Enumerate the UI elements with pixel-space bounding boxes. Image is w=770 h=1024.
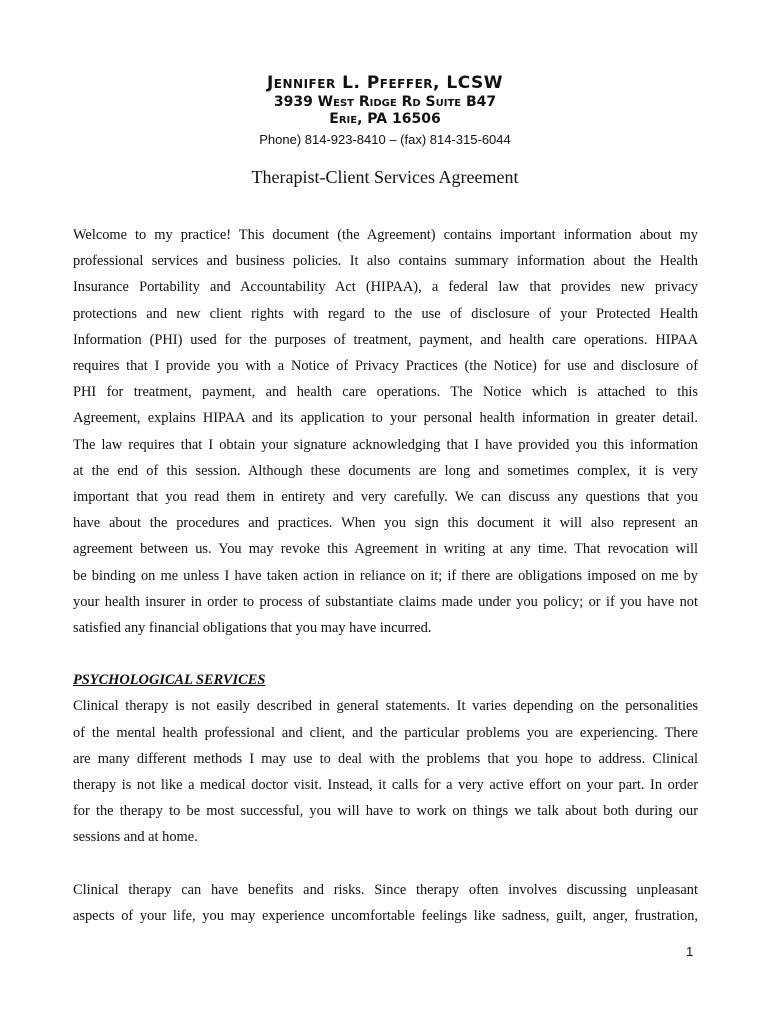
text-line: professional services and business policies. It also contains summary information about the Health [73, 253, 698, 270]
page-number: 1 [686, 944, 694, 959]
address-line-2: Erie, PA 16506 [329, 111, 441, 127]
text-line: satisfied any financial obligations that you may have incurred. [73, 620, 432, 637]
text-line: at the end of this session. Although these documents are long and sometimes complex, it is very [73, 462, 698, 479]
text-line: Insurance Portability and Accountability Act (HIPAA), a federal law that provides new privacy [73, 279, 698, 296]
paragraph-gap [73, 851, 698, 877]
text-line: Information (PHI) used for the purposes of treatment, payment, and health care operations. HIPAA [73, 331, 698, 348]
text-line: are many different methods I may use to deal with the problems that you hope to address. Clinical [73, 750, 698, 767]
intro-paragraph [73, 222, 698, 641]
text-line: sessions and at home. [73, 829, 198, 846]
text-line: requires that I provide you with a Notice of Privacy Practices (the Notice) for use and disclosure of [73, 358, 698, 375]
document-title: Therapist-Client Services Agreement [251, 167, 519, 187]
text-line: Welcome to my practice! This document (the Agreement) contains important information about my [73, 227, 698, 243]
text-line: The law requires that I obtain your signature acknowledging that I have provided you this information [73, 436, 698, 453]
address-line-1: 3939 West Ridge Rd Suite B47 [273, 94, 497, 110]
document-body [73, 222, 698, 929]
services-paragraph [73, 693, 698, 850]
text-line: of the mental health professional and client, and the particular problems you are experiencing. There [73, 724, 698, 741]
text-line: Clinical therapy is not easily described in general statements. It varies depending on the personalities [73, 698, 698, 715]
benefits-paragraph [73, 877, 698, 929]
text-line: your health insurer in order to process of substantiate claims made under you policy; or if you have not [73, 593, 698, 610]
text-line: have about the procedures and practices. When you sign this document it will also represent an [73, 515, 698, 532]
text-line: be binding on me unless I have taken action in reliance on it; if there are obligations imposed on me by [73, 567, 698, 584]
paragraph-gap [73, 641, 698, 667]
text-line: therapy is not like a medical doctor visit. Instead, it calls for a very active effort on your part. In order [73, 777, 698, 794]
practitioner-name: Jennifer L. Pfeffer, LCSW [266, 73, 504, 93]
text-line: important that you read them in entirety and very carefully. We can discuss any questions that you [73, 489, 698, 506]
text-line: protections and new client rights with regard to the use of disclosure of your Protected Health [73, 305, 698, 322]
text-line: Agreement, explains HIPAA and its application to your personal health information in greater detail. [73, 410, 698, 427]
text-line: aspects of your life, you may experience uncomfortable feelings like sadness, guilt, anger, frustration, [73, 907, 698, 924]
phone-fax-line: Phone) 814-923-8410 – (fax) 814-315-6044 [259, 132, 511, 147]
letterhead [0, 72, 770, 150]
text-line: PHI for treatment, payment, and health care operations. The Notice which is attached to this [73, 384, 698, 401]
text-line: for the therapy to be most successful, you will have to work on things we talk about both during our [73, 803, 698, 820]
text-line: agreement between us. You may revoke this Agreement in writing at any time. That revocation will [73, 541, 698, 558]
section-heading-psychological-services: PSYCHOLOGICAL SERVICES [73, 672, 266, 689]
text-line: Clinical therapy can have benefits and risks. Since therapy often involves discussing unpleasant [73, 881, 698, 898]
